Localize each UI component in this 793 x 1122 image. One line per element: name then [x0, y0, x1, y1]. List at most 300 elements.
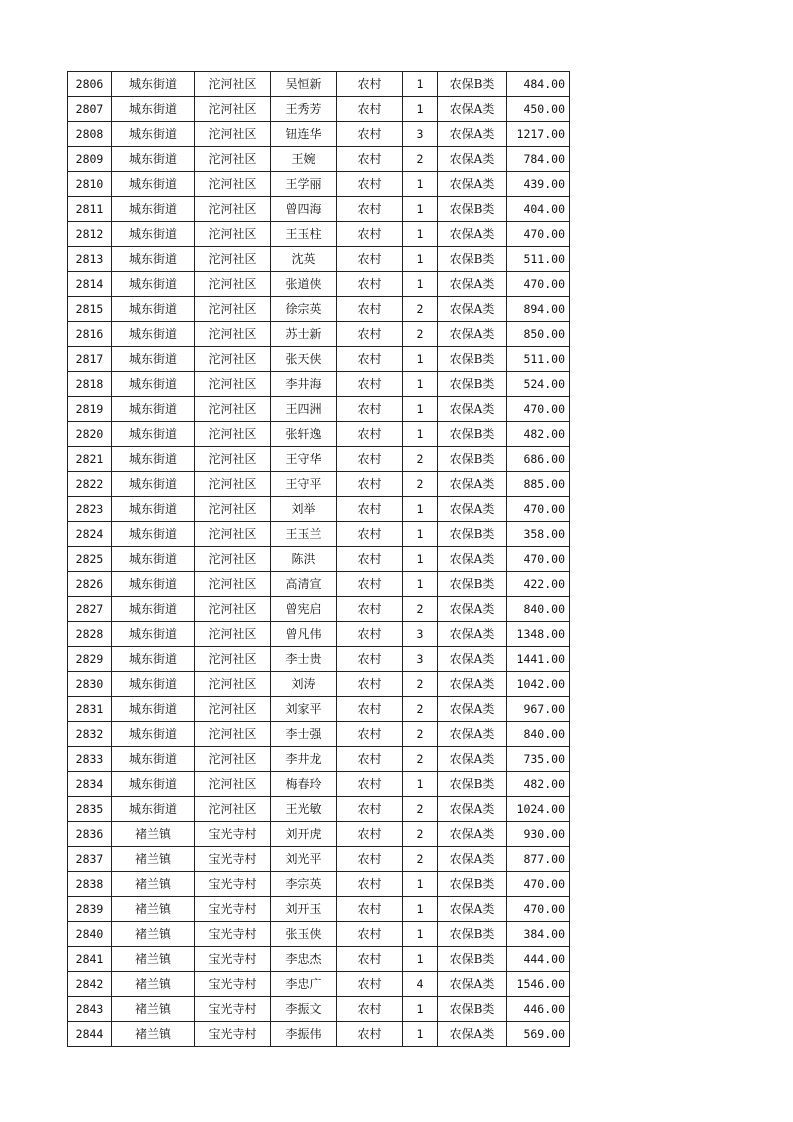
name-cell: 梅春玲: [271, 772, 337, 797]
category-cell: 农保A类: [438, 272, 507, 297]
row-number: 2813: [68, 247, 112, 272]
street-cell: 城东街道: [112, 297, 195, 322]
name-cell: 刘开玉: [271, 897, 337, 922]
community-cell: 沱河社区: [195, 97, 271, 122]
area-type-cell: 农村: [337, 497, 403, 522]
area-type-cell: 农村: [337, 822, 403, 847]
community-cell: 宝光寺村: [195, 972, 271, 997]
people-count-cell: 3: [403, 622, 438, 647]
amount-cell: 450.00: [507, 97, 570, 122]
category-cell: 农保A类: [438, 547, 507, 572]
street-cell: 城东街道: [112, 272, 195, 297]
people-count-cell: 1: [403, 497, 438, 522]
amount-cell: 511.00: [507, 247, 570, 272]
name-cell: 李振伟: [271, 1022, 337, 1047]
street-cell: 城东街道: [112, 772, 195, 797]
amount-cell: 840.00: [507, 722, 570, 747]
amount-cell: 1217.00: [507, 122, 570, 147]
amount-cell: 439.00: [507, 172, 570, 197]
street-cell: 城东街道: [112, 747, 195, 772]
row-number: 2841: [68, 947, 112, 972]
category-cell: 农保B类: [438, 997, 507, 1022]
table-row: [68, 197, 570, 222]
name-cell: 王学丽: [271, 172, 337, 197]
amount-cell: 894.00: [507, 297, 570, 322]
category-cell: 农保A类: [438, 897, 507, 922]
row-number: 2811: [68, 197, 112, 222]
row-number: 2825: [68, 547, 112, 572]
category-cell: 农保B类: [438, 922, 507, 947]
people-count-cell: 1: [403, 872, 438, 897]
row-number: 2833: [68, 747, 112, 772]
people-count-cell: 2: [403, 597, 438, 622]
community-cell: 沱河社区: [195, 447, 271, 472]
people-count-cell: 2: [403, 472, 438, 497]
row-number: 2815: [68, 297, 112, 322]
name-cell: 徐宗英: [271, 297, 337, 322]
row-number: 2838: [68, 872, 112, 897]
area-type-cell: 农村: [337, 347, 403, 372]
name-cell: 王婉: [271, 147, 337, 172]
people-count-cell: 2: [403, 847, 438, 872]
row-number: 2808: [68, 122, 112, 147]
community-cell: 沱河社区: [195, 697, 271, 722]
name-cell: 王光敏: [271, 797, 337, 822]
area-type-cell: 农村: [337, 97, 403, 122]
people-count-cell: 1: [403, 347, 438, 372]
community-cell: 宝光寺村: [195, 1022, 271, 1047]
street-cell: 城东街道: [112, 347, 195, 372]
people-count-cell: 1: [403, 372, 438, 397]
area-type-cell: 农村: [337, 172, 403, 197]
row-number: 2843: [68, 997, 112, 1022]
community-cell: 沱河社区: [195, 722, 271, 747]
category-cell: 农保A类: [438, 672, 507, 697]
community-cell: 宝光寺村: [195, 897, 271, 922]
row-number: 2844: [68, 1022, 112, 1047]
row-number: 2821: [68, 447, 112, 472]
community-cell: 沱河社区: [195, 222, 271, 247]
category-cell: 农保B类: [438, 72, 507, 97]
name-cell: 张玉侠: [271, 922, 337, 947]
amount-cell: 482.00: [507, 772, 570, 797]
row-number: 2835: [68, 797, 112, 822]
street-cell: 城东街道: [112, 547, 195, 572]
table-row: [68, 172, 570, 197]
area-type-cell: 农村: [337, 622, 403, 647]
area-type-cell: 农村: [337, 922, 403, 947]
amount-cell: 511.00: [507, 347, 570, 372]
table-row: [68, 797, 570, 822]
row-number: 2827: [68, 597, 112, 622]
area-type-cell: 农村: [337, 472, 403, 497]
row-number: 2829: [68, 647, 112, 672]
community-cell: 沱河社区: [195, 122, 271, 147]
table-row: [68, 747, 570, 772]
amount-cell: 1348.00: [507, 622, 570, 647]
amount-cell: 384.00: [507, 922, 570, 947]
amount-cell: 404.00: [507, 197, 570, 222]
name-cell: 苏士新: [271, 322, 337, 347]
area-type-cell: 农村: [337, 647, 403, 672]
row-number: 2806: [68, 72, 112, 97]
row-number: 2834: [68, 772, 112, 797]
name-cell: 高清宣: [271, 572, 337, 597]
area-type-cell: 农村: [337, 222, 403, 247]
community-cell: 沱河社区: [195, 672, 271, 697]
amount-cell: 735.00: [507, 747, 570, 772]
street-cell: 城东街道: [112, 497, 195, 522]
area-type-cell: 农村: [337, 1022, 403, 1047]
category-cell: 农保A类: [438, 497, 507, 522]
community-cell: 沱河社区: [195, 147, 271, 172]
people-count-cell: 1: [403, 1022, 438, 1047]
street-cell: 城东街道: [112, 597, 195, 622]
table-row: [68, 97, 570, 122]
amount-cell: 470.00: [507, 547, 570, 572]
category-cell: 农保A类: [438, 697, 507, 722]
area-type-cell: 农村: [337, 597, 403, 622]
community-cell: 沱河社区: [195, 72, 271, 97]
table-row: [68, 422, 570, 447]
row-number: 2826: [68, 572, 112, 597]
table-row: [68, 672, 570, 697]
table-body: [68, 72, 570, 1047]
people-count-cell: 2: [403, 297, 438, 322]
street-cell: 城东街道: [112, 697, 195, 722]
table-row: [68, 572, 570, 597]
name-cell: 李士强: [271, 722, 337, 747]
name-cell: 王玉柱: [271, 222, 337, 247]
category-cell: 农保B类: [438, 197, 507, 222]
table-row: [68, 497, 570, 522]
people-count-cell: 2: [403, 672, 438, 697]
row-number: 2824: [68, 522, 112, 547]
people-count-cell: 1: [403, 997, 438, 1022]
people-count-cell: 2: [403, 322, 438, 347]
amount-cell: 850.00: [507, 322, 570, 347]
people-count-cell: 3: [403, 647, 438, 672]
community-cell: 沱河社区: [195, 347, 271, 372]
table-row: [68, 247, 570, 272]
street-cell: 城东街道: [112, 572, 195, 597]
table-row: [68, 922, 570, 947]
street-cell: 城东街道: [112, 72, 195, 97]
row-number: 2809: [68, 147, 112, 172]
amount-cell: 784.00: [507, 147, 570, 172]
street-cell: 城东街道: [112, 122, 195, 147]
street-cell: 褚兰镇: [112, 1022, 195, 1047]
table-row: [68, 947, 570, 972]
people-count-cell: 1: [403, 947, 438, 972]
table-row: [68, 297, 570, 322]
name-cell: 曾四海: [271, 197, 337, 222]
table-row: [68, 722, 570, 747]
people-count-cell: 1: [403, 272, 438, 297]
name-cell: 李振文: [271, 997, 337, 1022]
name-cell: 刘开虎: [271, 822, 337, 847]
people-count-cell: 1: [403, 772, 438, 797]
category-cell: 农保A类: [438, 972, 507, 997]
street-cell: 城东街道: [112, 447, 195, 472]
area-type-cell: 农村: [337, 197, 403, 222]
name-cell: 刘举: [271, 497, 337, 522]
street-cell: 城东街道: [112, 197, 195, 222]
table-row: [68, 972, 570, 997]
amount-cell: 470.00: [507, 222, 570, 247]
community-cell: 沱河社区: [195, 272, 271, 297]
category-cell: 农保A类: [438, 747, 507, 772]
category-cell: 农保B类: [438, 247, 507, 272]
name-cell: 王四洲: [271, 397, 337, 422]
household-table: [67, 71, 570, 1047]
name-cell: 陈洪: [271, 547, 337, 572]
category-cell: 农保A类: [438, 1022, 507, 1047]
amount-cell: 444.00: [507, 947, 570, 972]
amount-cell: 470.00: [507, 272, 570, 297]
amount-cell: 446.00: [507, 997, 570, 1022]
row-number: 2831: [68, 697, 112, 722]
table-row: [68, 897, 570, 922]
amount-cell: 482.00: [507, 422, 570, 447]
table-row: [68, 272, 570, 297]
amount-cell: 524.00: [507, 372, 570, 397]
community-cell: 沱河社区: [195, 372, 271, 397]
row-number: 2819: [68, 397, 112, 422]
community-cell: 沱河社区: [195, 622, 271, 647]
community-cell: 宝光寺村: [195, 922, 271, 947]
table-row: [68, 222, 570, 247]
street-cell: 城东街道: [112, 422, 195, 447]
people-count-cell: 2: [403, 722, 438, 747]
category-cell: 农保A类: [438, 322, 507, 347]
street-cell: 城东街道: [112, 647, 195, 672]
row-number: 2832: [68, 722, 112, 747]
area-type-cell: 农村: [337, 672, 403, 697]
name-cell: 王守华: [271, 447, 337, 472]
street-cell: 褚兰镇: [112, 947, 195, 972]
name-cell: 李宗英: [271, 872, 337, 897]
category-cell: 农保A类: [438, 797, 507, 822]
category-cell: 农保B类: [438, 372, 507, 397]
area-type-cell: 农村: [337, 897, 403, 922]
area-type-cell: 农村: [337, 122, 403, 147]
community-cell: 沱河社区: [195, 322, 271, 347]
people-count-cell: 2: [403, 447, 438, 472]
people-count-cell: 3: [403, 122, 438, 147]
name-cell: 刘涛: [271, 672, 337, 697]
amount-cell: 840.00: [507, 597, 570, 622]
name-cell: 王守平: [271, 472, 337, 497]
area-type-cell: 农村: [337, 422, 403, 447]
table-row: [68, 372, 570, 397]
area-type-cell: 农村: [337, 72, 403, 97]
name-cell: 王秀芳: [271, 97, 337, 122]
category-cell: 农保A类: [438, 822, 507, 847]
amount-cell: 1441.00: [507, 647, 570, 672]
table-row: [68, 772, 570, 797]
name-cell: 李忠广: [271, 972, 337, 997]
name-cell: 张轩逸: [271, 422, 337, 447]
name-cell: 刘光平: [271, 847, 337, 872]
community-cell: 沱河社区: [195, 297, 271, 322]
area-type-cell: 农村: [337, 947, 403, 972]
area-type-cell: 农村: [337, 747, 403, 772]
table-row: [68, 647, 570, 672]
row-number: 2839: [68, 897, 112, 922]
street-cell: 褚兰镇: [112, 872, 195, 897]
row-number: 2812: [68, 222, 112, 247]
area-type-cell: 农村: [337, 322, 403, 347]
row-number: 2807: [68, 97, 112, 122]
category-cell: 农保A类: [438, 397, 507, 422]
name-cell: 李井龙: [271, 747, 337, 772]
people-count-cell: 2: [403, 697, 438, 722]
community-cell: 沱河社区: [195, 172, 271, 197]
people-count-cell: 1: [403, 72, 438, 97]
area-type-cell: 农村: [337, 572, 403, 597]
street-cell: 城东街道: [112, 672, 195, 697]
amount-cell: 686.00: [507, 447, 570, 472]
table-row: [68, 522, 570, 547]
community-cell: 沱河社区: [195, 472, 271, 497]
amount-cell: 470.00: [507, 497, 570, 522]
table-row: [68, 872, 570, 897]
people-count-cell: 4: [403, 972, 438, 997]
people-count-cell: 2: [403, 797, 438, 822]
street-cell: 褚兰镇: [112, 897, 195, 922]
community-cell: 沱河社区: [195, 797, 271, 822]
table-row: [68, 322, 570, 347]
community-cell: 沱河社区: [195, 197, 271, 222]
table-row: [68, 122, 570, 147]
street-cell: 城东街道: [112, 722, 195, 747]
area-type-cell: 农村: [337, 272, 403, 297]
community-cell: 宝光寺村: [195, 872, 271, 897]
street-cell: 城东街道: [112, 97, 195, 122]
people-count-cell: 1: [403, 897, 438, 922]
street-cell: 褚兰镇: [112, 922, 195, 947]
table-row: [68, 447, 570, 472]
name-cell: 吴恒新: [271, 72, 337, 97]
people-count-cell: 1: [403, 572, 438, 597]
category-cell: 农保A类: [438, 647, 507, 672]
category-cell: 农保A类: [438, 222, 507, 247]
table-row: [68, 547, 570, 572]
community-cell: 沱河社区: [195, 597, 271, 622]
amount-cell: 1546.00: [507, 972, 570, 997]
street-cell: 城东街道: [112, 147, 195, 172]
street-cell: 城东街道: [112, 222, 195, 247]
area-type-cell: 农村: [337, 522, 403, 547]
street-cell: 褚兰镇: [112, 847, 195, 872]
community-cell: 宝光寺村: [195, 822, 271, 847]
community-cell: 沱河社区: [195, 497, 271, 522]
amount-cell: 885.00: [507, 472, 570, 497]
row-number: 2817: [68, 347, 112, 372]
table-row: [68, 72, 570, 97]
category-cell: 农保A类: [438, 722, 507, 747]
name-cell: 李士贵: [271, 647, 337, 672]
row-number: 2814: [68, 272, 112, 297]
name-cell: 钮连华: [271, 122, 337, 147]
people-count-cell: 1: [403, 922, 438, 947]
people-count-cell: 2: [403, 822, 438, 847]
community-cell: 宝光寺村: [195, 997, 271, 1022]
amount-cell: 358.00: [507, 522, 570, 547]
row-number: 2822: [68, 472, 112, 497]
community-cell: 沱河社区: [195, 247, 271, 272]
area-type-cell: 农村: [337, 147, 403, 172]
street-cell: 城东街道: [112, 622, 195, 647]
amount-cell: 1024.00: [507, 797, 570, 822]
name-cell: 沈英: [271, 247, 337, 272]
community-cell: 沱河社区: [195, 572, 271, 597]
area-type-cell: 农村: [337, 372, 403, 397]
community-cell: 宝光寺村: [195, 847, 271, 872]
category-cell: 农保B类: [438, 522, 507, 547]
area-type-cell: 农村: [337, 547, 403, 572]
row-number: 2818: [68, 372, 112, 397]
row-number: 2840: [68, 922, 112, 947]
category-cell: 农保A类: [438, 622, 507, 647]
name-cell: 刘家平: [271, 697, 337, 722]
row-number: 2810: [68, 172, 112, 197]
street-cell: 城东街道: [112, 372, 195, 397]
name-cell: 王玉兰: [271, 522, 337, 547]
name-cell: 张道侠: [271, 272, 337, 297]
name-cell: 张天侠: [271, 347, 337, 372]
community-cell: 沱河社区: [195, 647, 271, 672]
table-row: [68, 697, 570, 722]
name-cell: 李忠杰: [271, 947, 337, 972]
category-cell: 农保A类: [438, 472, 507, 497]
street-cell: 褚兰镇: [112, 997, 195, 1022]
category-cell: 农保A类: [438, 147, 507, 172]
community-cell: 沱河社区: [195, 547, 271, 572]
people-count-cell: 1: [403, 247, 438, 272]
name-cell: 李井海: [271, 372, 337, 397]
street-cell: 城东街道: [112, 472, 195, 497]
table-row: [68, 997, 570, 1022]
people-count-cell: 1: [403, 397, 438, 422]
street-cell: 城东街道: [112, 397, 195, 422]
people-count-cell: 1: [403, 97, 438, 122]
category-cell: 农保A类: [438, 597, 507, 622]
table-row: [68, 1022, 570, 1047]
people-count-cell: 1: [403, 197, 438, 222]
area-type-cell: 农村: [337, 797, 403, 822]
community-cell: 沱河社区: [195, 422, 271, 447]
row-number: 2837: [68, 847, 112, 872]
row-number: 2828: [68, 622, 112, 647]
category-cell: 农保A类: [438, 97, 507, 122]
area-type-cell: 农村: [337, 772, 403, 797]
community-cell: 沱河社区: [195, 397, 271, 422]
people-count-cell: 2: [403, 147, 438, 172]
street-cell: 城东街道: [112, 522, 195, 547]
row-number: 2820: [68, 422, 112, 447]
amount-cell: 470.00: [507, 872, 570, 897]
row-number: 2830: [68, 672, 112, 697]
amount-cell: 1042.00: [507, 672, 570, 697]
category-cell: 农保B类: [438, 947, 507, 972]
people-count-cell: 1: [403, 172, 438, 197]
community-cell: 宝光寺村: [195, 947, 271, 972]
table-row: [68, 847, 570, 872]
amount-cell: 484.00: [507, 72, 570, 97]
row-number: 2836: [68, 822, 112, 847]
